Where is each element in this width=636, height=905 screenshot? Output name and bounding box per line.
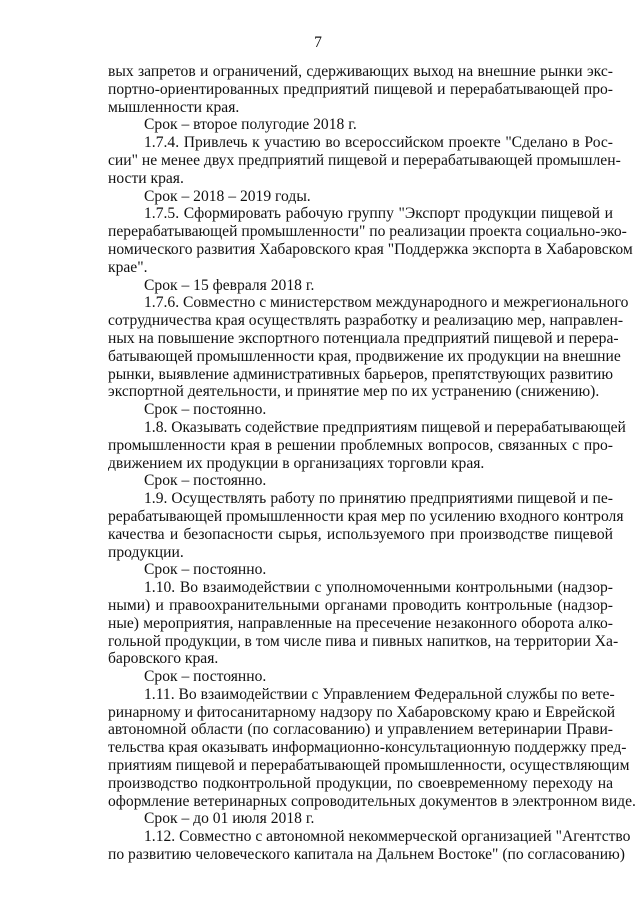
- text-line: промышленности края в решении проблемных вопросов, связанных с про-: [108, 436, 613, 454]
- text-line: номического развития Хабаровского края "Поддержка экспорта в Хабаровском: [108, 240, 633, 258]
- text-line: гольной продукции, в том числе пива и пивных напитков, на территории Ха-: [108, 632, 619, 650]
- text-line: качества и безопасности сырья, используемого при производстве пищевой: [108, 525, 613, 543]
- text-line: тельства края оказывать информационно-консультационную поддержку пред-: [108, 739, 627, 757]
- text-line: батывающей промышленности края, продвижение их продукции на внешние: [108, 347, 621, 365]
- text-line: ных на повышение экспортного потенциала предприятий пищевой и перера-: [108, 329, 619, 347]
- text-line: ные) мероприятия, направленные на пресечение незаконного оборота алко-: [108, 614, 613, 632]
- deadline-line: Срок – постоянно.: [144, 561, 267, 579]
- deadline-line: Срок – второе полугодие 2018 г.: [144, 116, 357, 134]
- text-line: 1.10. Во взаимодействии с уполномоченными контрольными (надзор-: [144, 579, 613, 597]
- deadline-line: Срок – постоянно.: [144, 668, 267, 686]
- text-line: оформление ветеринарных сопроводительных документов в электронном виде.: [108, 792, 636, 810]
- deadline-line: Срок – постоянно.: [144, 401, 267, 419]
- text-line: экспортной деятельности, и принятие мер по их устранению (снижению).: [108, 383, 600, 401]
- deadline-line: Срок – 15 февраля 2018 г.: [144, 276, 315, 294]
- text-line: 1.7.4. Привлечь к участию во всероссийском проекте "Сделано в Рос-: [144, 134, 613, 152]
- text-line: рынки, выявление административных барьеров, препятствующих развитию: [108, 365, 613, 383]
- document-body: [108, 63, 636, 864]
- text-line: перерабатывающей промышленности" по реализации проекта социально-эко-: [108, 223, 627, 241]
- text-line: приятиям пищевой и перерабатывающей промышленности, осуществляющим: [108, 757, 630, 775]
- text-line: 1.8. Оказывать содействие предприятиям пищевой и перерабатывающей: [144, 418, 626, 436]
- text-line: сотрудничества края осуществлять разработку и реализацию мер, направлен-: [108, 312, 624, 330]
- text-line: движением их продукции в организациях торговли края.: [108, 454, 485, 472]
- text-line: 1.7.6. Совместно с министерством международного и межрегионального: [144, 294, 629, 312]
- text-line: крае".: [108, 258, 148, 276]
- text-line: сии" не менее двух предприятий пищевой и перерабатывающей промышлен-: [108, 151, 621, 169]
- text-line: 1.11. Во взаимодействии с Управлением Федеральной службы по вете-: [144, 685, 615, 703]
- deadline-line: Срок – до 01 июля 2018 г.: [144, 810, 315, 828]
- text-line: рерабатывающей промышленности края мер по усилению входного контроля: [108, 507, 624, 525]
- text-line: вых запретов и ограничений, сдерживающих выход на внешние рынки экс-: [108, 63, 613, 80]
- text-line: мышленности края.: [108, 98, 240, 116]
- text-line: баровского края.: [108, 650, 219, 668]
- text-line: портно-ориентированных предприятий пищевой и перерабатывающей про-: [108, 80, 613, 98]
- text-line: 1.12. Совместно с автономной некоммерческой организацией "Агентство: [144, 828, 631, 846]
- text-line: 1.7.5. Сформировать рабочую группу "Экспорт продукции пищевой и: [144, 205, 613, 223]
- page-number: 7: [314, 34, 322, 51]
- deadline-line: Срок – постоянно.: [144, 472, 267, 490]
- text-line: 1.9. Осуществлять работу по принятию предприятиями пищевой и пе-: [144, 490, 613, 508]
- text-line: ными) и правоохранительными органами проводить контрольные (надзор-: [108, 596, 613, 614]
- text-line: производство подконтрольной продукции, по своевременному переходу на: [108, 774, 613, 792]
- text-line: автономной области (по согласованию) и управлением ветеринарии Прави-: [108, 721, 613, 739]
- deadline-line: Срок – 2018 – 2019 годы.: [144, 187, 311, 205]
- text-line: продукции.: [108, 543, 184, 561]
- text-line: ринарному и фитосанитарному надзору по Хабаровскому краю и Еврейской: [108, 703, 616, 721]
- text-line: по развитию человеческого капитала на Дальнем Востоке" (по согласованию): [108, 846, 625, 864]
- text-line: ности края.: [108, 169, 184, 187]
